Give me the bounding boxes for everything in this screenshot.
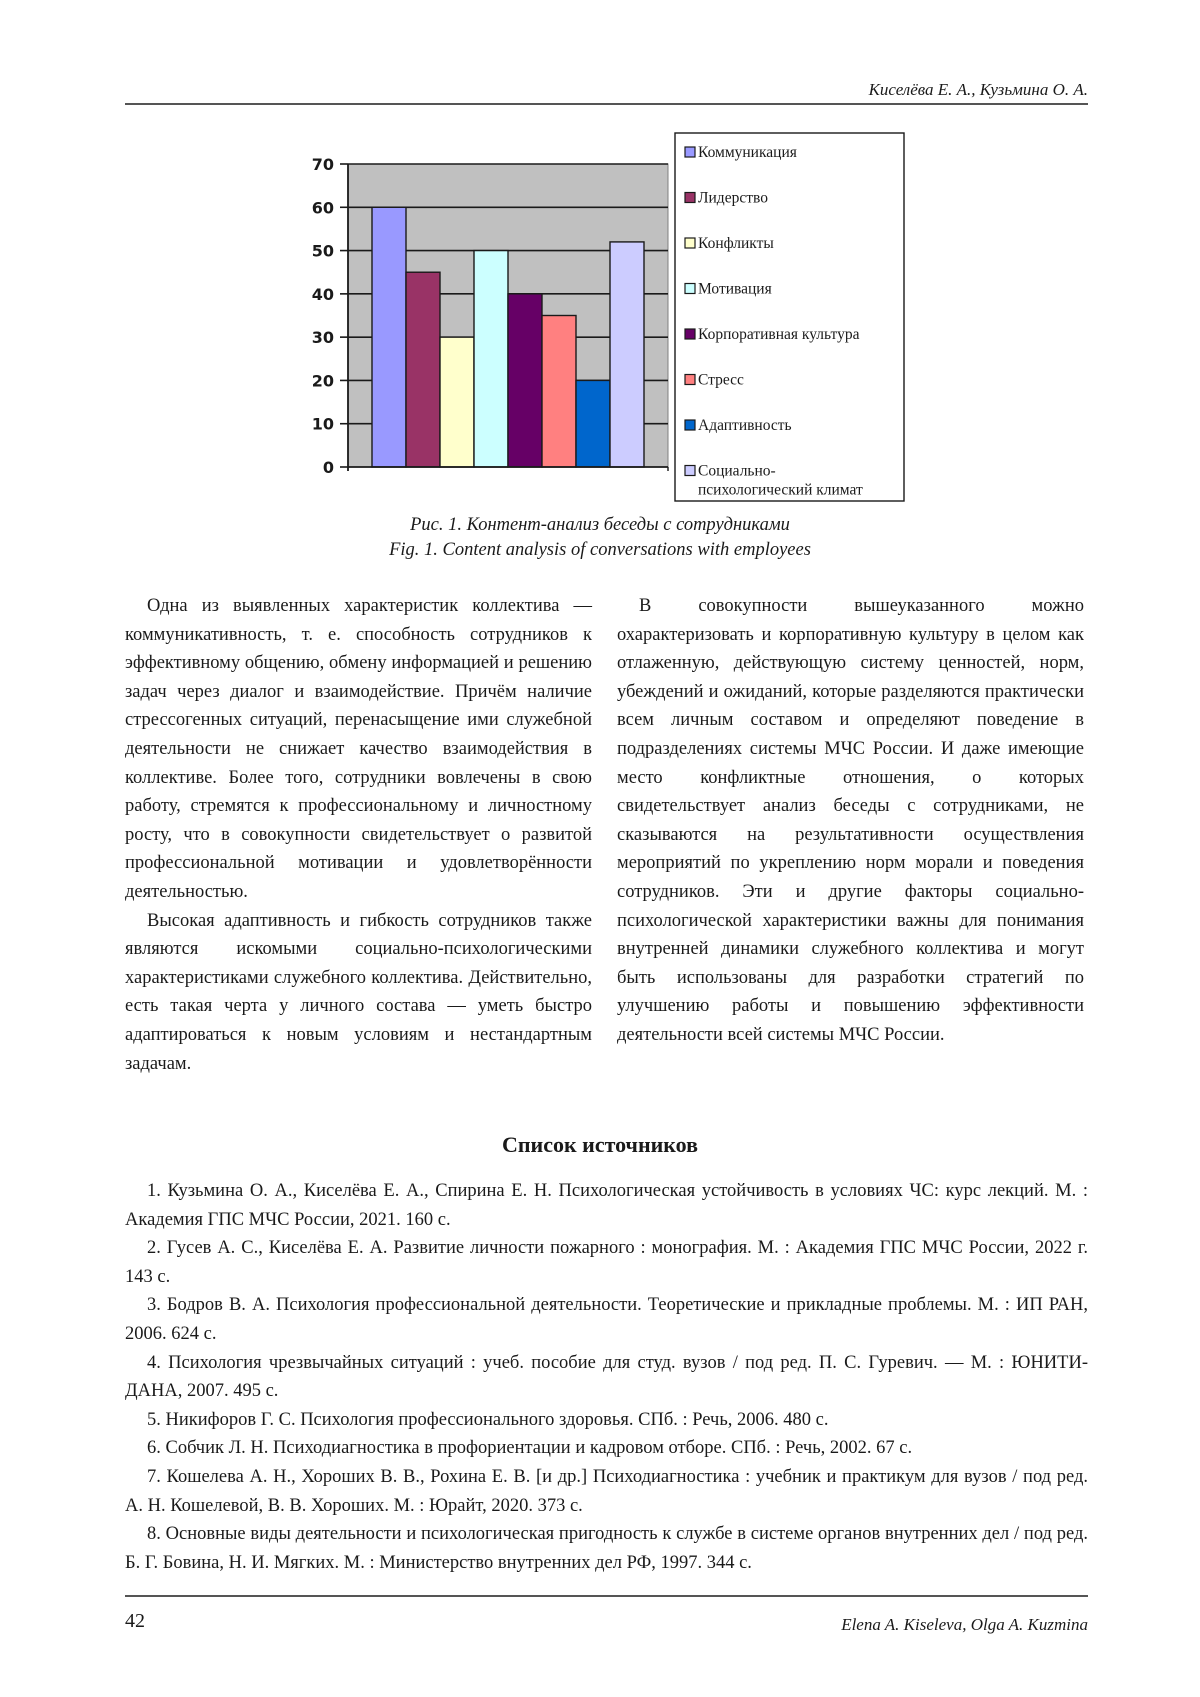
body-right-column	[617, 592, 1084, 1050]
paragraph: В совокупности вышеуказанного можно охарактеризовать и корпоративную культуру в целом как отлаженную, действующую систему ценностей, норм, убеждений и ожиданий, которые разделяются практически всем личным составом и определяют поведение в подразделениях системы МЧС России. И даже имеющие место конфликтные отношения, о которых свидетельствует анализ беседы с сотрудниками, не сказываются на результативности осуществления мероприятий по укреплению норм морали и поведения сотрудников. Эти и другие факторы социально-психологической характеристики важны для понимания внутренней динамики служебного коллектива и могут быть использованы для разработки стратегий по улучшению работы и повышению эффективности деятельности всей системы МЧС России.	[617, 596, 1084, 1045]
body-left-column	[125, 592, 592, 1078]
reference-item: 5. Никифоров Г. С. Психология профессионального здоровья. СПб. : Речь, 2006. 480 с.	[147, 1409, 829, 1430]
y-tick-label: 0	[322, 458, 334, 477]
legend-label: Социально-	[698, 462, 776, 480]
footer-authors: Elena A. Kiseleva, Olga A. Kuzmina	[841, 1615, 1088, 1634]
bar	[508, 294, 542, 467]
reference-item: 3. Бодров В. А. Психология профессиональной деятельности. Теоретические и прикладные проблемы. М. : ИП РАН, 2006. 624 с.	[125, 1295, 1088, 1344]
paragraph: Высокая адаптивность и гибкость сотрудников также являются искомыми социально-психологическими характеристиками служебного коллектива. Действительно, есть такая черта у личного состава — уметь быстро адаптироваться к новым условиям и нестандартным задачам.	[125, 910, 592, 1074]
legend-label: Стресс	[698, 371, 744, 389]
reference-item: 8. Основные виды деятельности и психологическая пригодность к службе в системе органов внутренних дел / под ред. Б. Г. Бовина, Н. И. Мягких. М. : Министерство внутренних дел РФ, 1997. 344 с.	[125, 1524, 1088, 1573]
footer-rule	[125, 1595, 1088, 1597]
bar	[474, 251, 508, 467]
reference-item: 7. Кошелева А. Н., Хороших В. В., Рохина Е. В. [и др.] Психодиагностика : учебник и практикум для вузов / под ред. А. Н. Кошелевой, В. В. Хороших. М. : Юрайт, 2020. 373 с.	[125, 1466, 1088, 1516]
bar	[610, 242, 644, 467]
bar	[406, 272, 440, 467]
paragraph: Одна из выявленных характеристик коллектива — коммуникативность, т. е. способность сотрудников к эффективному общению, обмену информацией и решению задач через диалог и взаимодействие. Причём наличие стрессогенных ситуаций, перенасыщение ими служебной деятельности не снижает качество взаимодействия в коллективе. Более того, сотрудники вовлечены в свою работу, стремятся к профессиональному и личностному росту, что в совокупности свидетельствует о развитой профессиональной мотивации и удовлетворённости деятельностью.	[125, 596, 592, 902]
y-tick-label: 30	[311, 328, 334, 348]
reference-item: 6. Собчик Л. Н. Психодиагностика в профориентации и кадровом отборе. СПб. : Речь, 2002. 67 с.	[147, 1438, 913, 1459]
reference-item: 1. Кузьмина О. А., Киселёва Е. А., Спирина Е. Н. Психологическая устойчивость в условиях ЧС: курс лекций. М. : Академия ГПС МЧС России, 2021. 160 с.	[125, 1181, 1088, 1230]
figure-caption-ru: Рис. 1. Контент-анализ беседы с сотрудниками	[410, 515, 790, 535]
plot-area	[312, 155, 668, 477]
legend-swatch	[685, 466, 695, 476]
y-tick-label: 50	[311, 241, 334, 261]
references-list	[125, 1177, 1088, 1577]
reference-item: 4. Психология чрезвычайных ситуаций : учеб. пособие для студ. вузов / под ред. П. С. Гуревич. — М. : ЮНИТИ-ДАНА, 2007. 495 с.	[125, 1352, 1088, 1402]
legend-swatch	[685, 420, 695, 430]
legend-label: Корпоративная культура	[698, 326, 860, 343]
legend-label: Конфликты	[698, 235, 774, 252]
references-title: Список источников	[501, 1132, 699, 1157]
legend-swatch	[685, 329, 695, 339]
y-tick-label: 70	[311, 155, 334, 174]
y-tick-label: 60	[311, 198, 334, 218]
legend-swatch	[685, 284, 695, 294]
y-tick-label: 40	[311, 284, 334, 304]
legend-swatch	[685, 193, 695, 203]
figure-caption-en: Fig. 1. Content analysis of conversations with employees	[389, 540, 811, 560]
legend-label: Лидерство	[698, 189, 768, 207]
legend-swatch	[685, 238, 695, 248]
page-number: 42	[125, 1610, 145, 1632]
bar	[542, 316, 576, 468]
bar	[576, 380, 610, 467]
reference-item: 2. Гусев А. С., Киселёва Е. А. Развитие личности пожарного : монография. М. : Академия ГПС МЧС России, 2022 г. 143 с.	[125, 1238, 1088, 1287]
running-head-authors: Киселёва Е. А., Кузьмина О. А.	[868, 80, 1088, 99]
y-tick-label: 10	[311, 414, 334, 434]
legend-label: психологический климат	[698, 481, 863, 499]
bar-chart	[0, 0, 1200, 520]
bar	[372, 207, 406, 467]
legend-label: Мотивация	[698, 280, 772, 298]
legend-box	[675, 133, 904, 501]
chart-legend	[675, 133, 904, 501]
bar	[440, 337, 474, 467]
legend-label: Коммуникация	[698, 144, 797, 161]
legend-label: Адаптивность	[698, 417, 792, 434]
legend-swatch	[685, 375, 695, 385]
y-tick-label: 20	[311, 371, 334, 391]
legend-swatch	[685, 147, 695, 157]
